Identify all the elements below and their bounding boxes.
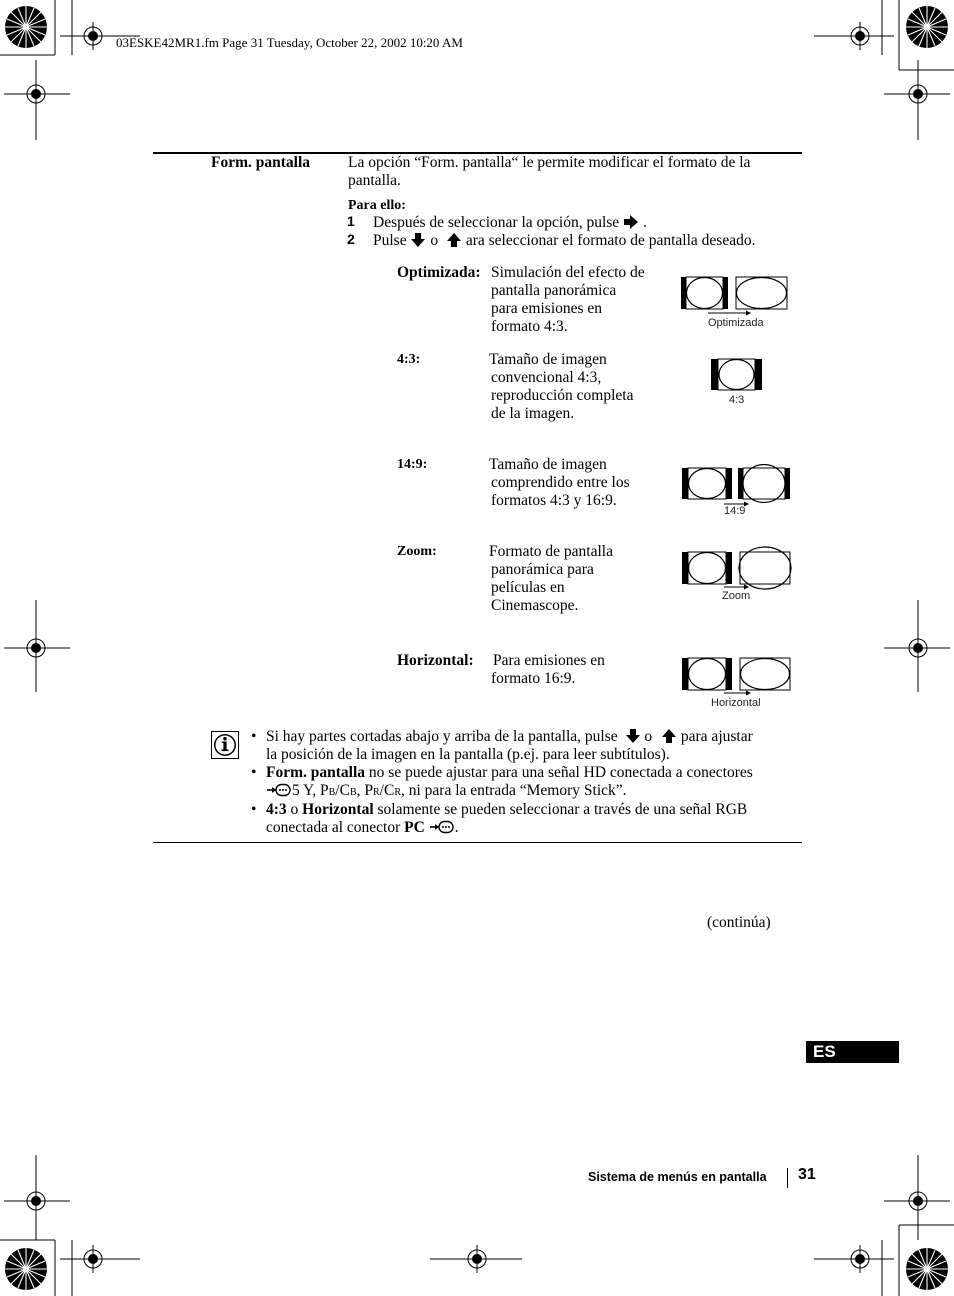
note-sub: B — [349, 787, 357, 798]
note-1-line-1 — [266, 728, 753, 746]
mode-149-desc — [489, 456, 669, 510]
optimizada-caption: Optimizada — [708, 317, 764, 329]
note-sub: R — [394, 787, 401, 798]
desc-line: comprendido entre los — [491, 474, 630, 491]
note-sub: B — [328, 787, 336, 798]
desc-line: Para emisiones en — [493, 652, 605, 669]
desc-line: Simulación del efecto de — [491, 264, 645, 281]
step-2-or: o — [430, 232, 439, 249]
arrow-down-icon — [625, 728, 641, 744]
footer-section: Sistema de menús en pantalla — [588, 1170, 767, 1184]
149-diagram — [680, 464, 792, 508]
note-text: /C — [379, 782, 395, 799]
mode-149-label: 14:9: — [397, 457, 428, 472]
43-caption: 4:3 — [729, 394, 745, 406]
note-2-line-2 — [266, 782, 627, 802]
note-bold: 4:3 — [266, 801, 287, 818]
desc-line: formatos 4:3 y 16:9. — [491, 492, 617, 509]
mode-43-label: 4:3: — [397, 352, 421, 367]
note-text: solamente se pueden seleccionar a través de una señal RGB — [377, 801, 748, 818]
step-2-number: 2 — [347, 231, 355, 247]
note-bold: Horizontal — [302, 801, 374, 818]
input-connector-icon — [266, 782, 292, 798]
desc-line: panorámica para — [491, 561, 594, 578]
desc-line: de la imagen. — [491, 405, 575, 422]
section-term: Form. pantalla — [211, 154, 311, 171]
language-tab-label: ES — [813, 1042, 836, 1061]
bullet-dot: • — [251, 728, 257, 745]
desc-line: pantalla panorámica — [491, 282, 617, 299]
step-1-text: Después de seleccionar la opción, pulse — [373, 214, 620, 231]
input-connector-icon — [429, 819, 455, 835]
note-3-line-2 — [266, 819, 459, 837]
note-text: Si hay partes cortadas abajo y arriba de la pantalla, pulse — [266, 728, 618, 745]
mode-zoom-label: Zoom: — [397, 544, 437, 559]
arrow-up-icon — [446, 232, 462, 248]
step-2-text: Pulse — [373, 232, 407, 249]
mode-43-desc — [489, 351, 669, 423]
note-text: . — [454, 819, 459, 836]
desc-line: para emisiones en — [491, 300, 603, 317]
horizontal-diagram — [680, 656, 794, 698]
step-1-end: . — [642, 214, 647, 231]
note-text: o — [644, 728, 653, 745]
149-caption: 14:9 — [724, 505, 746, 517]
desc-line: Formato de pantalla — [489, 543, 613, 560]
desc-line: formato 4:3. — [491, 318, 568, 335]
note-3-line-1 — [266, 801, 747, 819]
continua-label: (continúa) — [707, 914, 771, 931]
desc-line: Tamaño de imagen — [489, 456, 607, 473]
bottom-rule — [153, 842, 802, 843]
steps-title: Para ello: — [348, 198, 406, 213]
arrow-up-icon — [661, 728, 677, 744]
note-text: o — [290, 801, 299, 818]
step-2 — [373, 232, 755, 250]
note-text: , ni para la entrada “Memory Stick”. — [401, 782, 627, 799]
mode-optimizada-label: Optimizada: — [397, 264, 481, 281]
desc-line: Tamaño de imagen — [489, 351, 607, 368]
arrow-right-icon — [623, 214, 639, 230]
info-icon — [211, 731, 239, 759]
mode-horizontal-desc — [493, 652, 673, 688]
desc-line: formato 16:9. — [491, 670, 576, 687]
mode-horizontal-label: Horizontal: — [397, 652, 474, 669]
language-tab — [806, 1041, 899, 1063]
desc-line: Cinemascope. — [491, 597, 579, 614]
note-text: no se puede ajustar para una señal HD conectada a conectores — [368, 764, 753, 781]
footer-divider — [787, 1168, 788, 1188]
section-intro-1: La opción “Form. pantalla“ le permite modificar el formato de la — [348, 154, 751, 171]
arrow-down-icon — [410, 232, 426, 248]
43-diagram — [710, 358, 764, 392]
file-header: 03ESKE42MR1.fm Page 31 Tuesday, October 22, 2002 10:20 AM — [116, 35, 463, 50]
note-text: /C — [335, 782, 350, 799]
note-bold: PC — [404, 819, 425, 836]
note-1-line-2: la posición de la imagen en la pantalla (p.ej. para leer subtítulos). — [266, 746, 670, 763]
zoom-caption: Zoom — [722, 590, 751, 602]
note-text: conectada al conector — [266, 819, 401, 836]
step-2-end: ara seleccionar el formato de pantalla deseado. — [465, 232, 756, 249]
mode-optimizada-desc — [491, 264, 671, 336]
step-1-number: 1 — [347, 213, 355, 229]
note-2-line-1 — [266, 764, 753, 782]
note-bold: Form. pantalla — [266, 764, 366, 781]
mode-zoom-desc — [489, 543, 669, 615]
note-sub: R — [373, 787, 380, 798]
zoom-diagram — [680, 546, 794, 590]
page-number: 31 — [798, 1166, 816, 1183]
bullet-dot: • — [251, 801, 257, 818]
bullet-dot: • — [251, 764, 257, 781]
note-text: para ajustar — [680, 728, 753, 745]
desc-line: películas en — [491, 579, 565, 596]
step-1 — [373, 214, 647, 232]
section-intro-2: pantalla. — [348, 172, 401, 189]
note-text: 5 Y, P — [292, 782, 329, 799]
desc-line: convencional 4:3, — [491, 369, 602, 386]
note-text: , P — [356, 782, 373, 799]
desc-line: reproducción completa — [491, 387, 634, 404]
optimizada-diagram — [680, 276, 792, 316]
horizontal-caption: Horizontal — [711, 697, 761, 709]
